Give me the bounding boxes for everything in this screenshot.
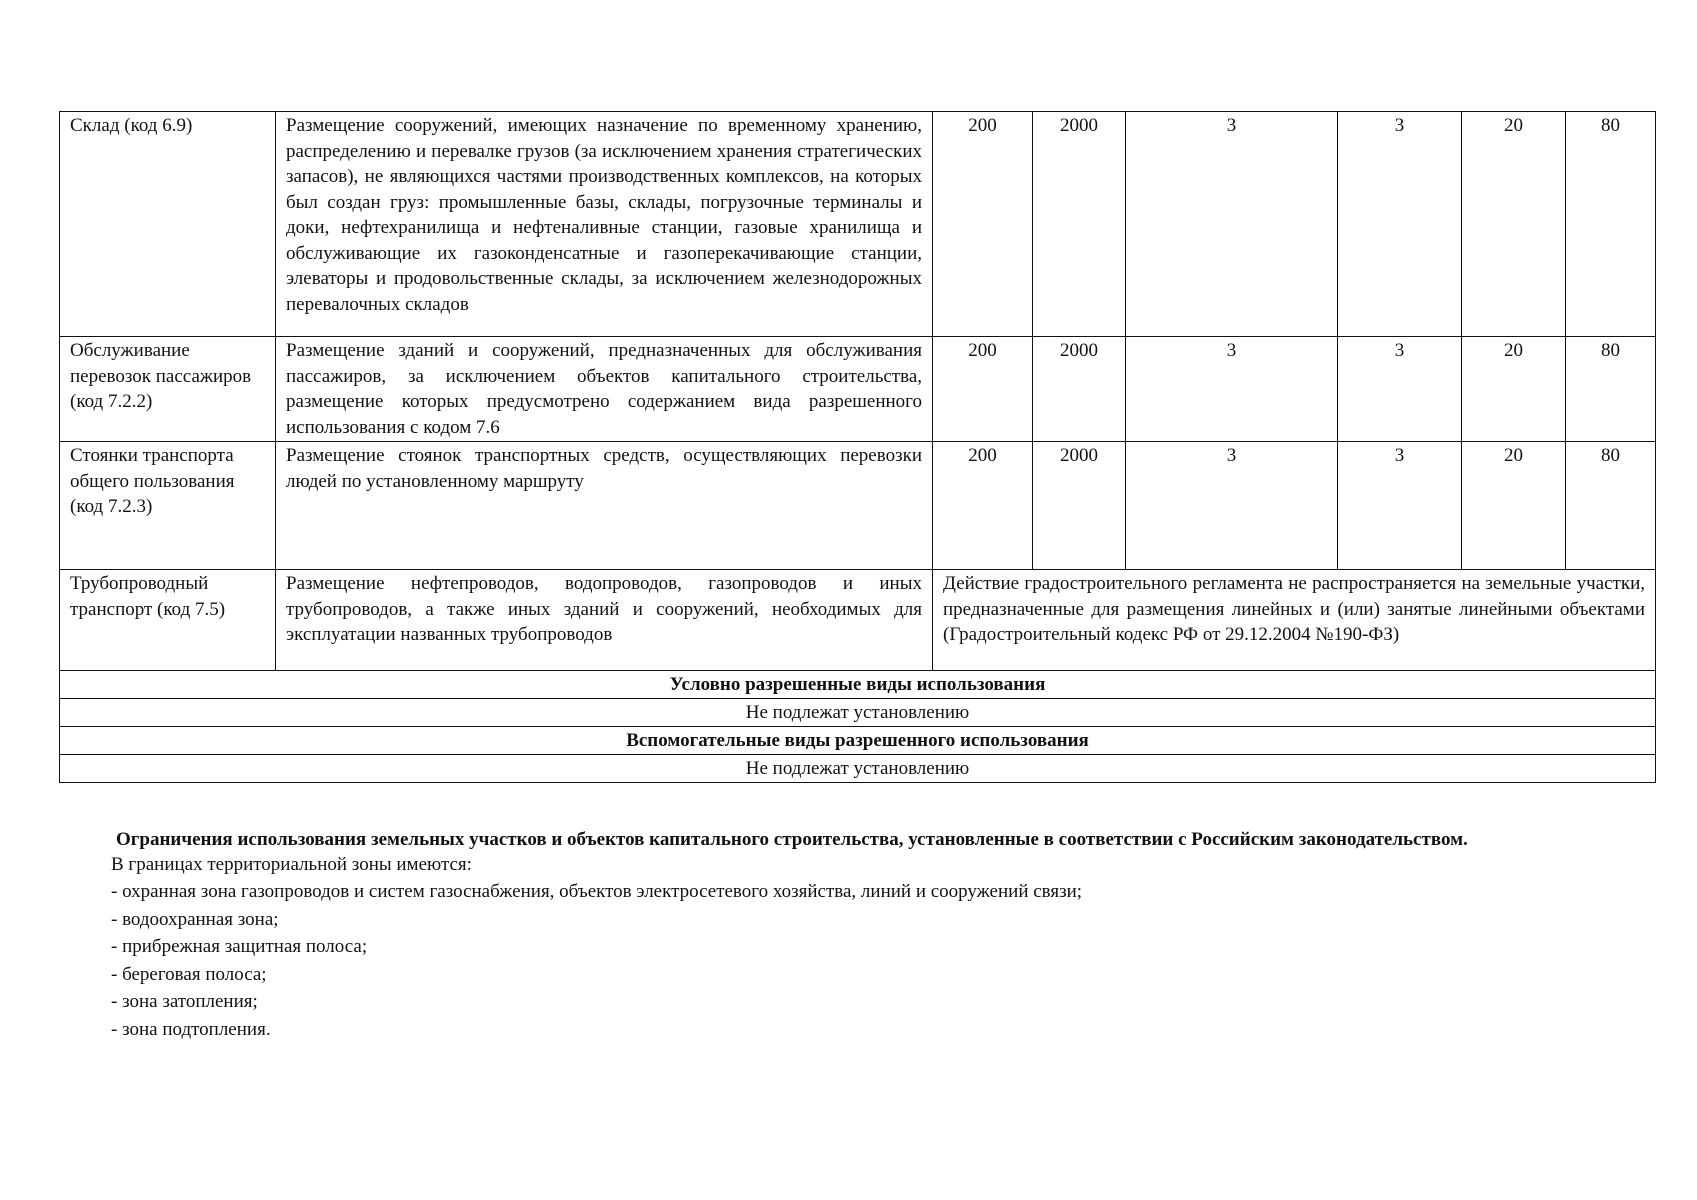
table-cell-value: 3	[1338, 442, 1462, 570]
table-cell-value: 2000	[1033, 112, 1126, 337]
table-cell-value: 20	[1462, 337, 1566, 442]
table-cell-value: 80	[1566, 337, 1656, 442]
restrictions-heading: Ограничения использования земельных участков и объектов капитального строительства, установленные в соответствии с Российским законодательством.	[116, 829, 1468, 850]
table-cell-value: 20	[1462, 442, 1566, 570]
auxiliary-uses-heading: Вспомогательные виды разрешенного использования	[60, 727, 1656, 755]
use-type-name: Трубопроводный транспорт (код 7.5)	[60, 570, 276, 671]
use-type-name: Обслуживание перевозок пассажиров (код 7.2.2)	[60, 337, 276, 442]
use-type-description: Размещение сооружений, имеющих назначение по временному хранению, распределению и перевалке грузов (за исключением хранения стратегических запасов), не являющихся частями производственных комплексов, на которых был создан груз: промышленные базы, склады, погрузочные терминалы и доки, нефтехранилища и нефтеналивные станции, газовые хранилища и обслуживающие их газоконденсатные и газоперекачивающие станции, элеваторы и продовольственные склады, за исключением железнодорожных перевалочных складов	[276, 112, 933, 337]
table-row	[60, 337, 1656, 442]
list-item: - прибрежная защитная полоса;	[111, 936, 368, 957]
use-type-name: Склад (код 6.9)	[60, 112, 276, 337]
table-cell-value: 3	[1338, 337, 1462, 442]
use-type-description: Размещение стоянок транспортных средств, осуществляющих перевозки людей по установленному маршруту	[276, 442, 933, 570]
table-row	[60, 112, 1656, 337]
table-cell-value: 80	[1566, 442, 1656, 570]
table-cell-value: 3	[1338, 112, 1462, 337]
use-type-description: Размещение зданий и сооружений, предназначенных для обслуживания пассажиров, за исключением объектов капитального строительства, размещение которых предусмотрено содержанием вида разрешенного использования с кодом 7.6	[276, 337, 933, 442]
table-row	[60, 671, 1656, 699]
table-cell-value: 200	[933, 442, 1033, 570]
list-item: - водоохранная зона;	[111, 908, 279, 930]
use-type-name: Стоянки транспорта общего пользования (код 7.2.3)	[60, 442, 276, 570]
restrictions-list	[59, 878, 1579, 1043]
regulation-table	[59, 111, 1656, 783]
table-cell-value: 2000	[1033, 442, 1126, 570]
list-item: - охранная зона газопроводов и систем газоснабжения, объектов электросетевого хозяйства, линий и сооружений связи;	[111, 881, 1083, 902]
conditional-uses-heading: Условно разрешенные виды использования	[60, 671, 1656, 699]
restrictions-intro: В границах территориальной зоны имеются:	[111, 854, 472, 875]
list-item: - зона затопления;	[111, 991, 258, 1012]
restrictions-section	[59, 827, 1579, 1043]
table-cell-value: 3	[1126, 442, 1338, 570]
table-row	[60, 727, 1656, 755]
table-cell-value: 2000	[1033, 337, 1126, 442]
table-cell-value: 200	[933, 337, 1033, 442]
table-cell-value: 200	[933, 112, 1033, 337]
regulation-note: Действие градостроительного регламента не распространяется на земельные участки, предназначенные для размещения линейных и (или) занятые линейными объектами (Градостроительный кодекс РФ от 29.12.2004 №190-ФЗ)	[933, 570, 1656, 671]
table-row	[60, 699, 1656, 727]
use-type-description: Размещение нефтепроводов, водопроводов, газопроводов и иных трубопроводов, а также иных зданий и сооружений, необходимых для эксплуатации названных трубопроводов	[276, 570, 933, 671]
list-item: - береговая полоса;	[111, 963, 267, 985]
list-item: - зона подтопления.	[111, 1018, 271, 1040]
table-cell-value: 80	[1566, 112, 1656, 337]
conditional-uses-text: Не подлежат установлению	[60, 699, 1656, 727]
table-row	[60, 570, 1656, 671]
auxiliary-uses-text: Не подлежат установлению	[60, 755, 1656, 783]
table-row	[60, 442, 1656, 570]
table-cell-value: 3	[1126, 337, 1338, 442]
table-cell-value: 20	[1462, 112, 1566, 337]
table-row	[60, 755, 1656, 783]
table-cell-value: 3	[1126, 112, 1338, 337]
